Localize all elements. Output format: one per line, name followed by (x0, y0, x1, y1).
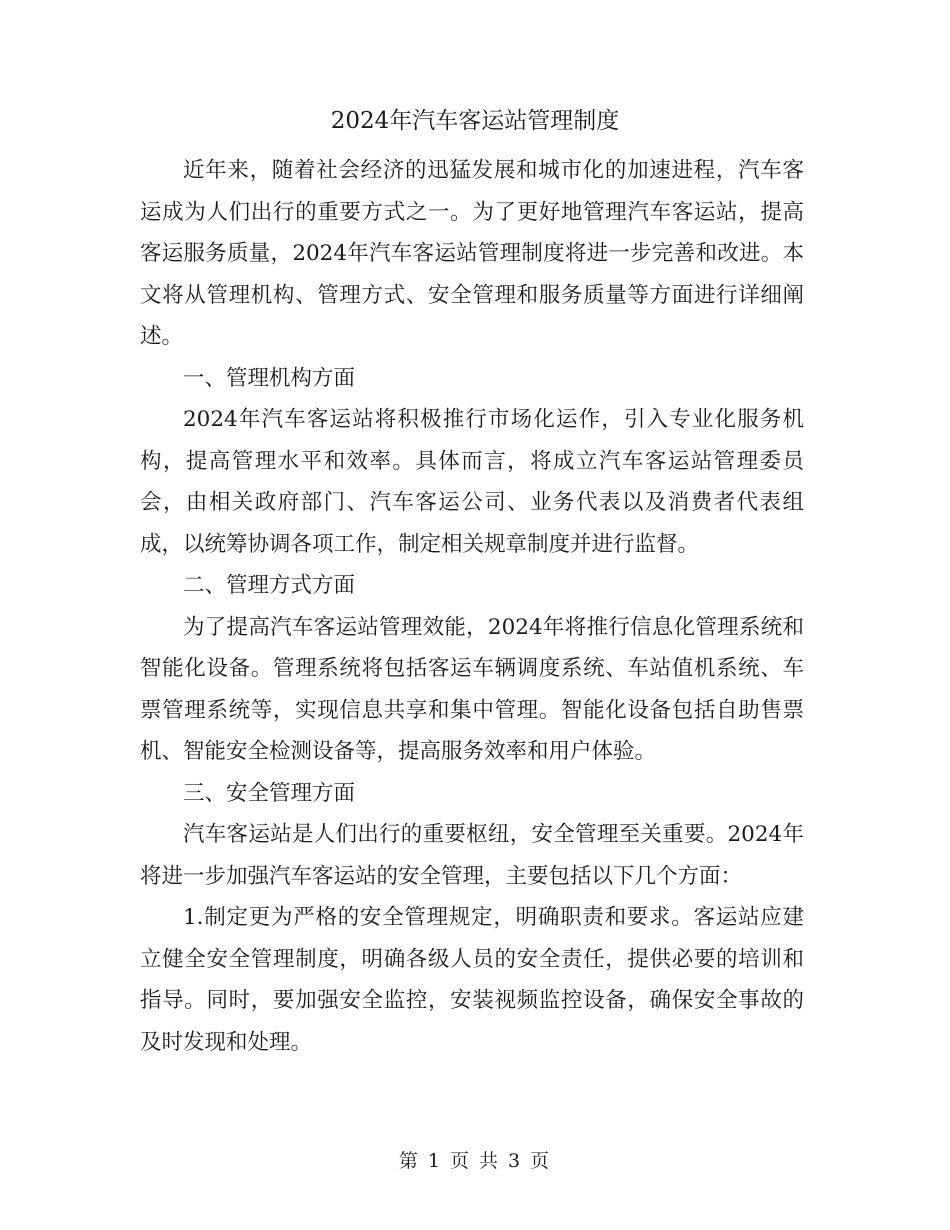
management-method-paragraph: 为了提高汽车客运站管理效能，2024年将推行信息化管理系统和智能化设备。管理系统将包括客运车辆调度系统、车站值机系统、车票管理系统等，实现信息共享和集中管理。智能化设备包括自助售票机、智能安全检测设备等，提高服务效率和用户体验。 (140, 614, 804, 764)
section-heading-management-method: 二、管理方式方面 (183, 573, 356, 598)
document-title: 2024年汽车客运站管理制度 (330, 108, 620, 134)
safety-item-1-paragraph: 1.制定更为严格的安全管理规定，明确职责和要求。客运站应建立健全安全管理制度，明确各级人员的安全责任，提供必要的培训和指导。同时，要加强安全监控，安装视频监控设备，确保安全事故的及时发现和处理。 (140, 905, 804, 1055)
document-body (140, 150, 804, 1063)
section-heading-safety-management: 三、安全管理方面 (183, 780, 356, 806)
intro-paragraph: 近年来，随着社会经济的迅猛发展和城市化的加速进程，汽车客运成为人们出行的重要方式之一。为了更好地管理汽车客运站，提高客运服务质量，2024年汽车客运站管理制度将进一步完善和改进。本文将从管理机构、管理方式、安全管理和服务质量等方面进行详细阐述。 (140, 158, 804, 349)
safety-management-paragraph: 汽车客运站是人们出行的重要枢纽，安全管理至关重要。2024年将进一步加强汽车客运站的安全管理，主要包括以下几个方面： (140, 822, 804, 889)
section-heading-management-organization: 一、管理机构方面 (183, 365, 356, 391)
page-number-footer: 第 1 页 共 3 页 (398, 1150, 552, 1172)
management-organization-paragraph: 2024年汽车客运站将积极推行市场化运作，引入专业化服务机构，提高管理水平和效率。具体而言，将成立汽车客运站管理委员会，由相关政府部门、汽车客运公司、业务代表以及消费者代表组成，以统筹协调各项工作，制定相关规章制度并进行监督。 (140, 407, 804, 557)
